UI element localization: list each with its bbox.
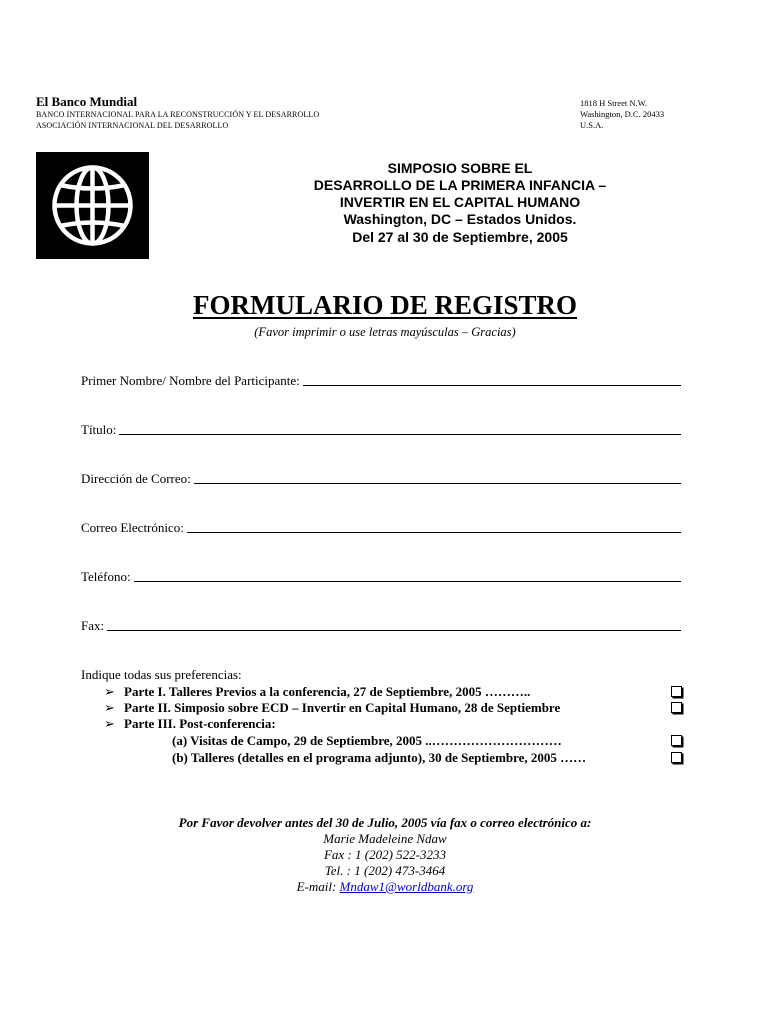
phone-field-line[interactable]: [134, 580, 681, 582]
mailing-address-field[interactable]: [81, 471, 681, 487]
preferences-intro: Indique todas sus preferencias:: [81, 667, 242, 682]
address-line-1: 1818 H Street N.W.: [580, 98, 647, 108]
part-1-checkbox[interactable]: [671, 686, 682, 697]
email-field[interactable]: [81, 520, 681, 536]
title-field-line[interactable]: [119, 433, 681, 435]
form-subtitle: (Favor imprimir o use letras mayúsculas – Gracias): [254, 325, 516, 339]
name-field-label: Primer Nombre/ Nombre del Participante:: [81, 373, 300, 388]
contact-fax: Fax : 1 (202) 522-3233: [323, 847, 447, 862]
address-line-3: U.S.A.: [580, 120, 604, 130]
address-line-2: Washington, D.C. 20433: [580, 109, 665, 119]
world-bank-logo: [36, 152, 149, 259]
return-heading: Por Favor devolver antes del 30 de Julio, 2005 vía fax o correo electrónico a:: [178, 815, 592, 830]
part-2-checkbox[interactable]: [671, 702, 682, 713]
form-title: [0, 290, 770, 321]
fax-field-label: Fax:: [81, 618, 105, 633]
fax-field[interactable]: [81, 618, 681, 634]
name-field-line[interactable]: [303, 384, 681, 386]
preference-subitem-field-visits: (a) Visitas de Campo, 29 de Septiembre, 2005 ..…………………………: [172, 733, 562, 748]
org-line-2: ASOCIACIÓN INTERNACIONAL DEL DESARROLLO: [36, 121, 229, 130]
contact-tel: Tel. : 1 (202) 473-3464: [324, 863, 446, 878]
globe-icon: [36, 152, 149, 259]
name-field[interactable]: [81, 373, 681, 389]
workshops-checkbox[interactable]: [671, 752, 682, 763]
event-line-3: INVERTIR EN EL CAPITAL HUMANO: [339, 194, 581, 210]
event-line-4: Washington, DC – Estados Unidos.: [343, 211, 577, 227]
arrow-bullet-icon: ➢: [104, 684, 115, 699]
email-field-line[interactable]: [187, 531, 681, 533]
email-field-label: Correo Electrónico:: [81, 520, 184, 535]
arrow-bullet-icon: ➢: [104, 700, 115, 715]
event-line-2: DESARROLLO DE LA PRIMERA INFANCIA –: [313, 177, 607, 193]
preference-label: Parte I. Talleres Previos a la conferencia, 27 de Septiembre, 2005 ………..: [124, 684, 531, 699]
org-name: El Banco Mundial: [36, 94, 138, 109]
field-visits-checkbox[interactable]: [671, 735, 682, 746]
event-line-1: SIMPOSIO SOBRE EL: [387, 160, 533, 176]
mailing-address-field-line[interactable]: [194, 482, 681, 484]
title-field[interactable]: [81, 422, 681, 438]
phone-field-label: Teléfono:: [81, 569, 131, 584]
org-line-1: BANCO INTERNACIONAL PARA LA RECONSTRUCCIÓN Y EL DESARROLLO: [36, 110, 320, 119]
form-title-text: FORMULARIO DE REGISTRO: [192, 290, 578, 320]
preference-item-part-3: [104, 716, 276, 732]
preference-item-part-1: [104, 684, 530, 700]
contact-name: Marie Madeleine Ndaw: [323, 831, 447, 846]
preference-label: Parte II. Simposio sobre ECD – Invertir en Capital Humano, 28 de Septiembre: [124, 700, 561, 715]
contact-email: [0, 879, 770, 895]
title-field-label: Título:: [81, 422, 117, 437]
phone-field[interactable]: [81, 569, 681, 585]
preference-item-part-2: [104, 700, 560, 716]
arrow-bullet-icon: ➢: [104, 716, 115, 731]
fax-field-line[interactable]: [107, 629, 681, 631]
email-link[interactable]: Mndaw1@worldbank.org: [339, 879, 474, 894]
preference-subitem-workshops: (b) Talleres (detalles en el programa adjunto), 30 de Septiembre, 2005 ……: [172, 750, 587, 765]
event-line-5: Del 27 al 30 de Septiembre, 2005: [352, 229, 568, 245]
preference-label: Parte III. Post-conferencia:: [124, 716, 276, 731]
email-label: E-mail:: [296, 879, 340, 894]
mailing-address-field-label: Dirección de Correo:: [81, 471, 191, 486]
